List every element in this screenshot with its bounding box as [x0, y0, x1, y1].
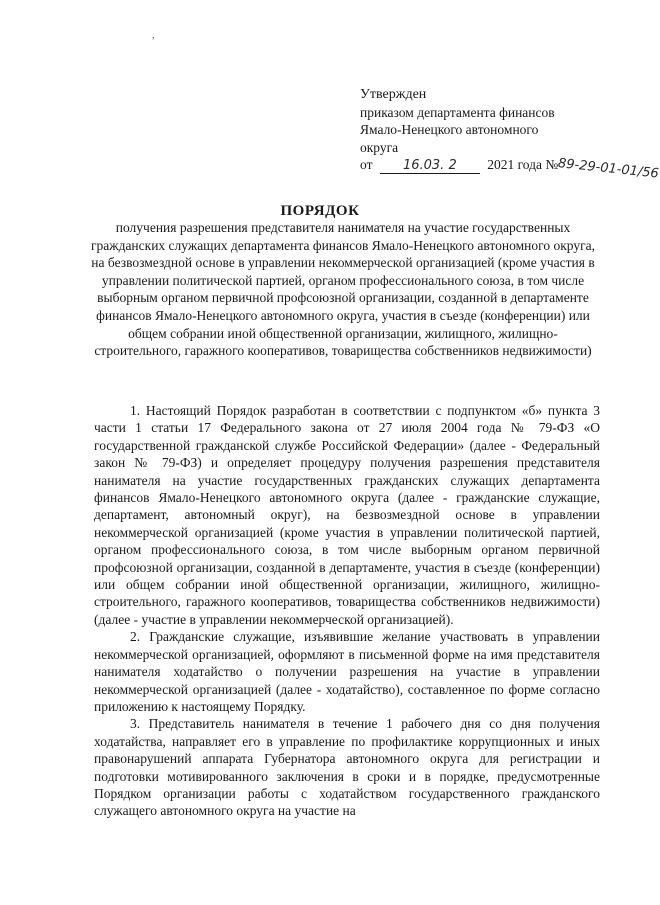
document-subtitle: получения разрешения представителя нанимателя на участие государственных гражданских служащих департамента финансов Ямало-Ненецкого автономного округа, на безвозмездной основе в управлении некоммерческой организацией (кроме участия в управлении политической партией, органом профессионального союза, в том числе выборным органом первичной профсоюзной организации, созданной в департаменте финансов Ямало-Ненецкого автономного округа, участия в съезде (конференции) или общем собрании иной общественной организации, жилищного, жилищно-строительного, гаражного кооперативов, товарищества собственников недвижимости) [90, 220, 596, 359]
document-heading: ПОРЯДОК [280, 203, 360, 219]
document-body [94, 402, 600, 820]
approval-title: Утвержден [360, 87, 427, 102]
order-number-handwritten: 89-29-01-01/56 [557, 156, 660, 182]
scan-mark: , [152, 30, 155, 41]
paragraph-3: 3. Представитель нанимателя в течение 1 рабочего дня со дня получения ходатайства, направляет его в управление по профилактике коррупционных и иных правонарушений аппарата Губернатора автономного округа для регистрации и подготовки мотивированного заключения в сроки и в порядке, предусмотренные Порядком организации работы с ходатайством государственного гражданского служащего автономного округа на участие на [94, 716, 600, 819]
date-prefix: от [360, 157, 373, 172]
approval-line-1: приказом департамента финансов [360, 104, 555, 120]
approval-line-2: Ямало-Ненецкого автономного [360, 122, 539, 137]
approval-date-row [360, 156, 660, 182]
paragraph-1: 1. Настоящий Порядок разработан в соответствии с подпунктом «б» пункта 3 части 1 статьи 17 Федерального закона от 27 июля 2004 года № 79-ФЗ «О государственной гражданской службе Российской Федерации» (далее - Федеральный закон № 79-ФЗ) и определяет процедуру получения разрешения представителя нанимателя на участие государственных гражданских служащих департамента финансов Ямало-Ненецкого автономного округа (далее - гражданские служащие, департамент, автономный округ), на безвозмездной основе в управлении некоммерческой организацией (кроме участия в управлении политической партией, органом профессионального союза, в том числе выборным органом первичной профсоюзной организации, созданной в департаменте, участия в съезде (конференции) или общем собрании иной общественной организации, жилищного, жилищно-строительного, гаражного кооперативов, товарищества собственников недвижимости) (далее - участие в управлении некоммерческой организацией). [94, 403, 600, 627]
approval-line-3: округа [360, 139, 399, 155]
date-suffix: 2021 года № [487, 157, 559, 172]
paragraph-2: 2. Гражданские служащие, изъявившие желание участвовать в управлении некоммерческой организацией, оформляют в письменной форме на имя представителя нанимателя ходатайство о получении разрешения на участие в управлении некоммерческой организацией (далее - ходатайство), составленное по форме согласно приложению к настоящему Порядку. [94, 629, 600, 714]
approval-block [360, 86, 660, 182]
date-handwritten: 16.03. 2 [380, 158, 480, 174]
